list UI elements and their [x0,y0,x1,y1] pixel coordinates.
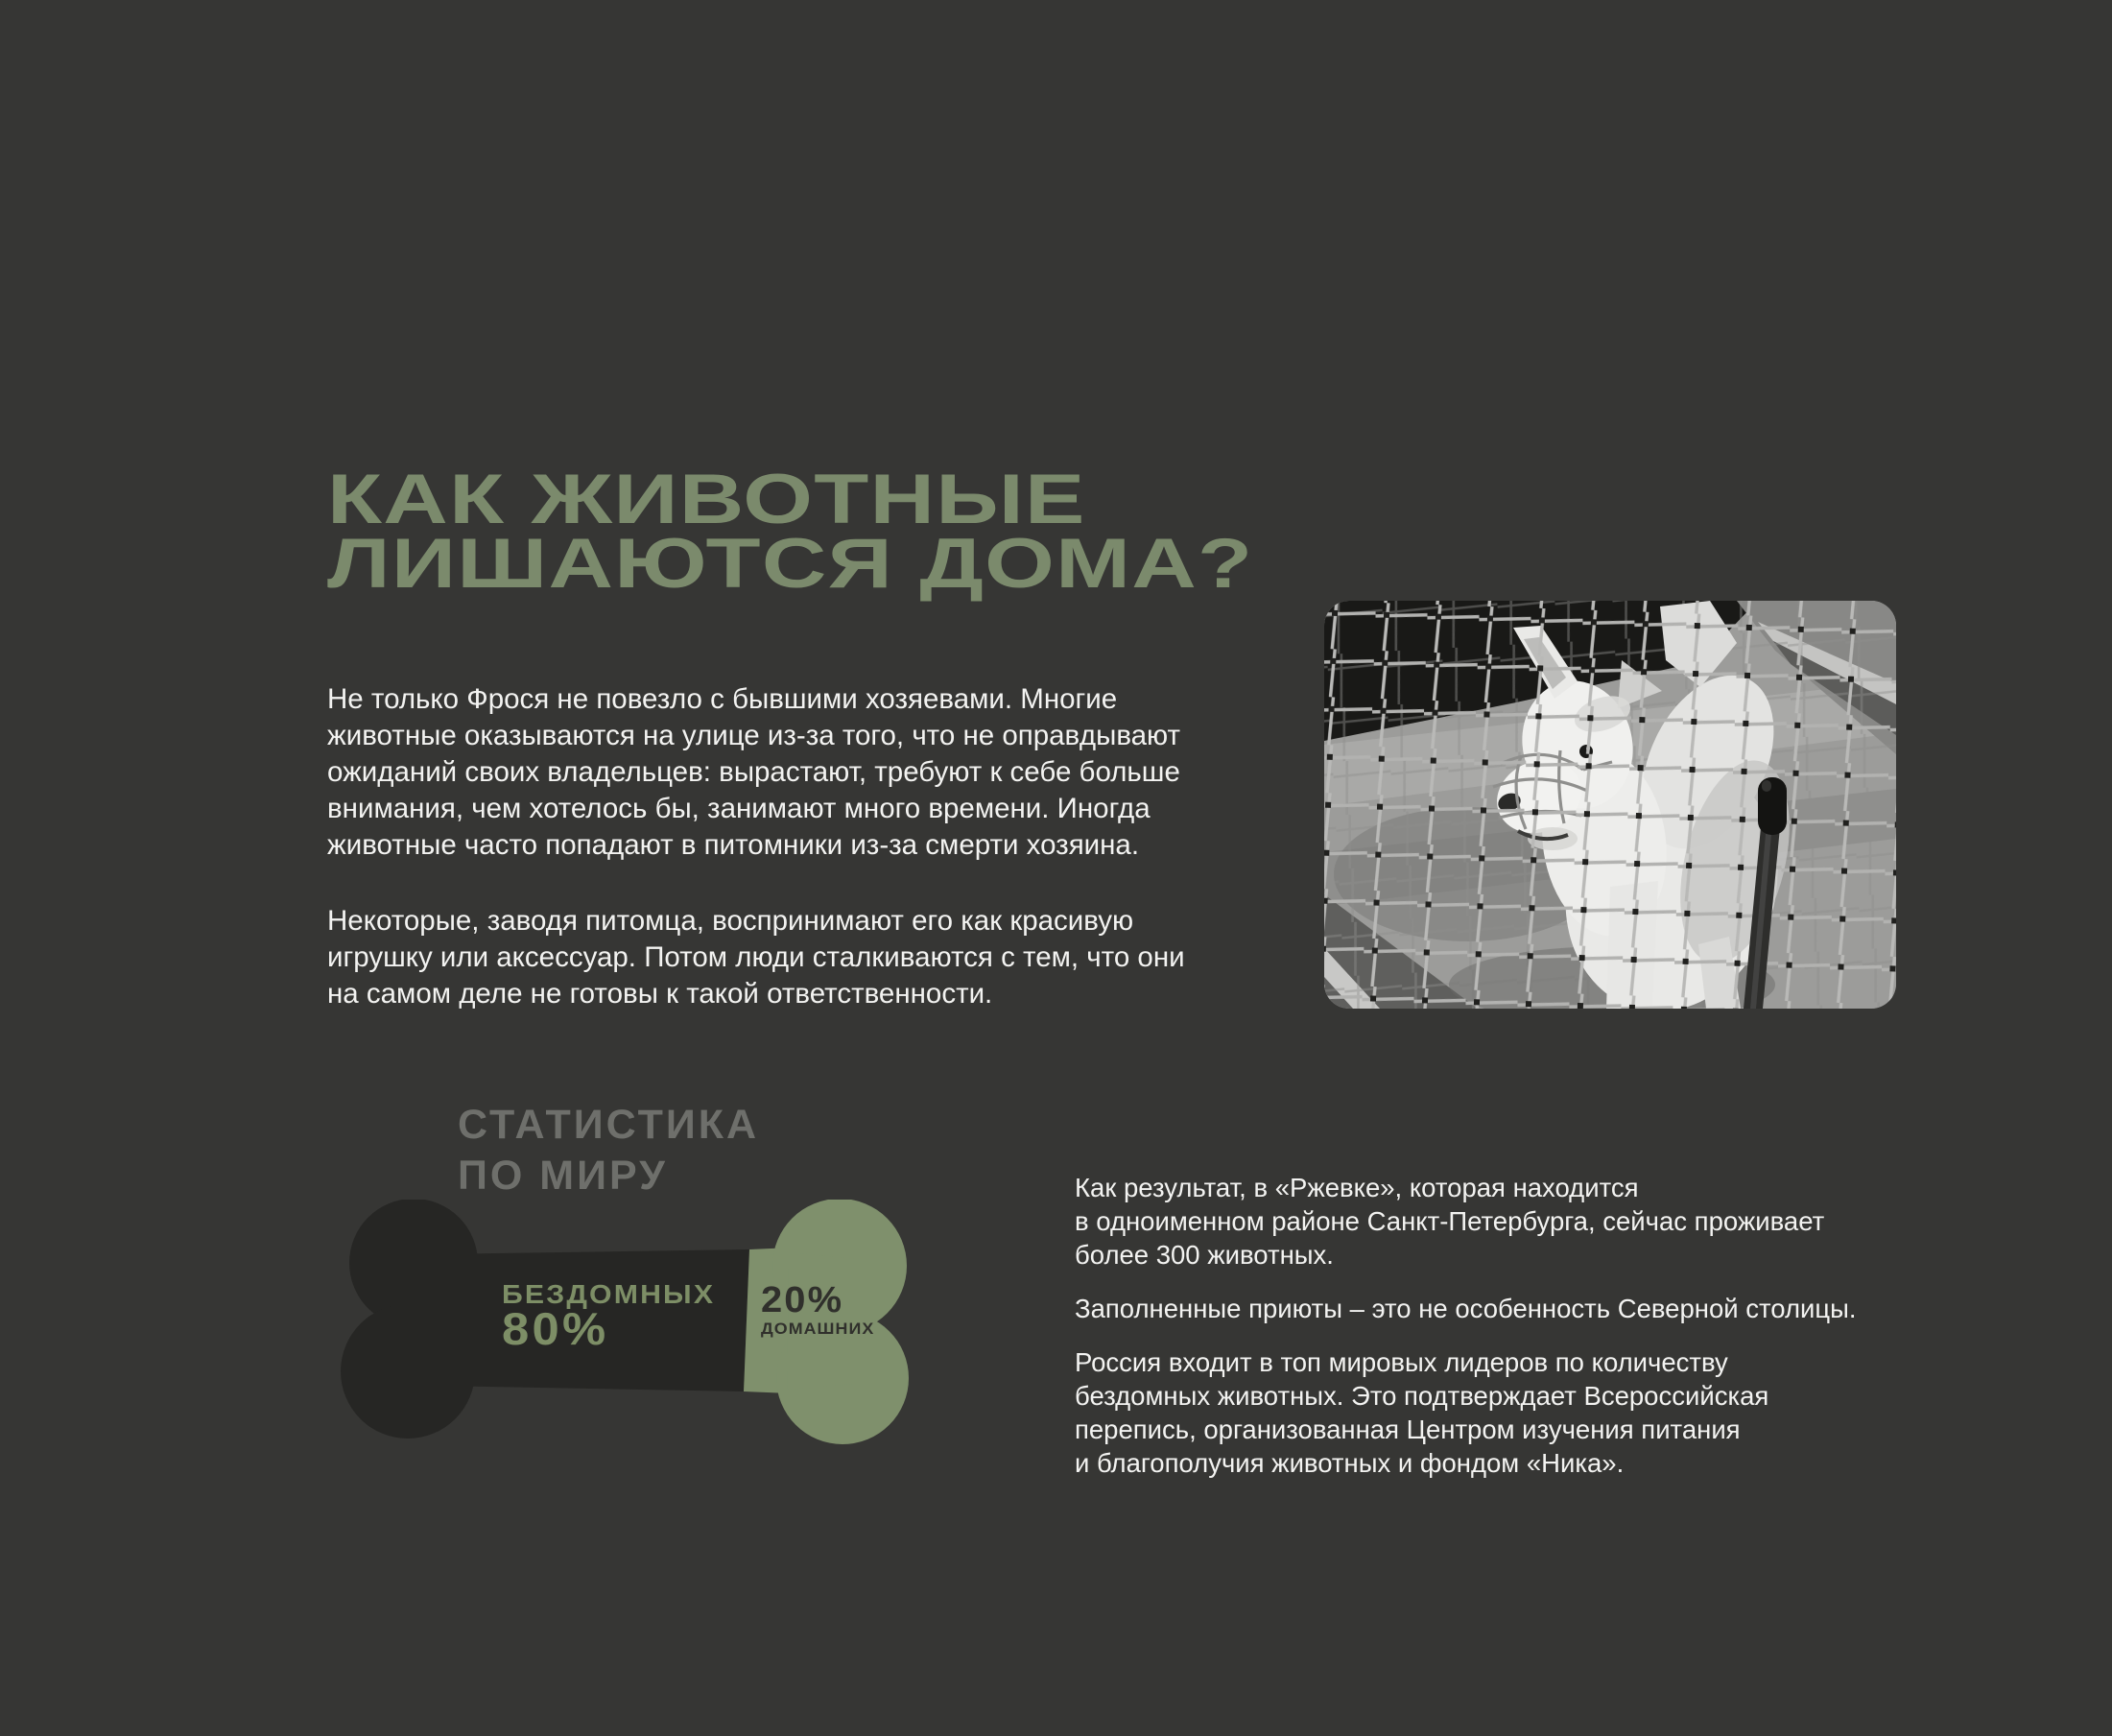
intro-text [327,681,1248,1052]
shelter-text [1075,1171,1977,1500]
shelter-paragraph-2: Заполненные приюты – это не особенность Северной столицы. [1075,1294,1857,1323]
dog-cage-photo [1324,601,1896,1009]
domestic-share-value: 20% [761,1280,844,1320]
intro-paragraph-1: Не только Фрося не повезло с бывшими хозяевами. Многие животные оказываются на улице из-за того, что не оправдывают ожиданий своих владельцев: вырастают, требуют к себе больше внимания, чем хотелось бы, занимают много времени. Иногда животные часто попадают в питомники из-за смерти хозяина. [327,683,1181,861]
homeless-share [502,1279,716,1354]
stats-title: СТАТИСТИКА ПО МИРУ [458,1102,760,1199]
shelter-paragraph-3: Россия входит в топ мировых лидеров по количеству бездомных животных. Это подтверждает Всероссийская перепись, организованная Центром изучения питания и благополучия животных и фондом «Ника». [1075,1347,1769,1478]
domestic-share-label: ДОМАШНИХ [761,1320,875,1338]
shelter-paragraph-1: Как результат, в «Ржевке», которая находится в одноименном районе Санкт-Петербурга, сейчас проживает более 300 животных. [1075,1173,1825,1270]
front-fence-mesh [1324,601,1896,1009]
bone-infographic [338,1200,914,1445]
dog-cage-photo-art [1324,601,1896,1009]
domestic-share [761,1280,875,1338]
homeless-share-value: 80% [502,1303,609,1354]
homeless-share-label: БЕЗДОМНЫХ [502,1279,716,1309]
page-title: КАК ЖИВОТНЫЕ ЛИШАЮТСЯ ДОМА? [327,461,1254,603]
intro-paragraph-2: Некоторые, заводя питомца, воспринимают его как красивую игрушку или аксессуар. Потом люди сталкиваются с тем, что они на самом деле не готовы к такой ответственности. [327,905,1185,1010]
